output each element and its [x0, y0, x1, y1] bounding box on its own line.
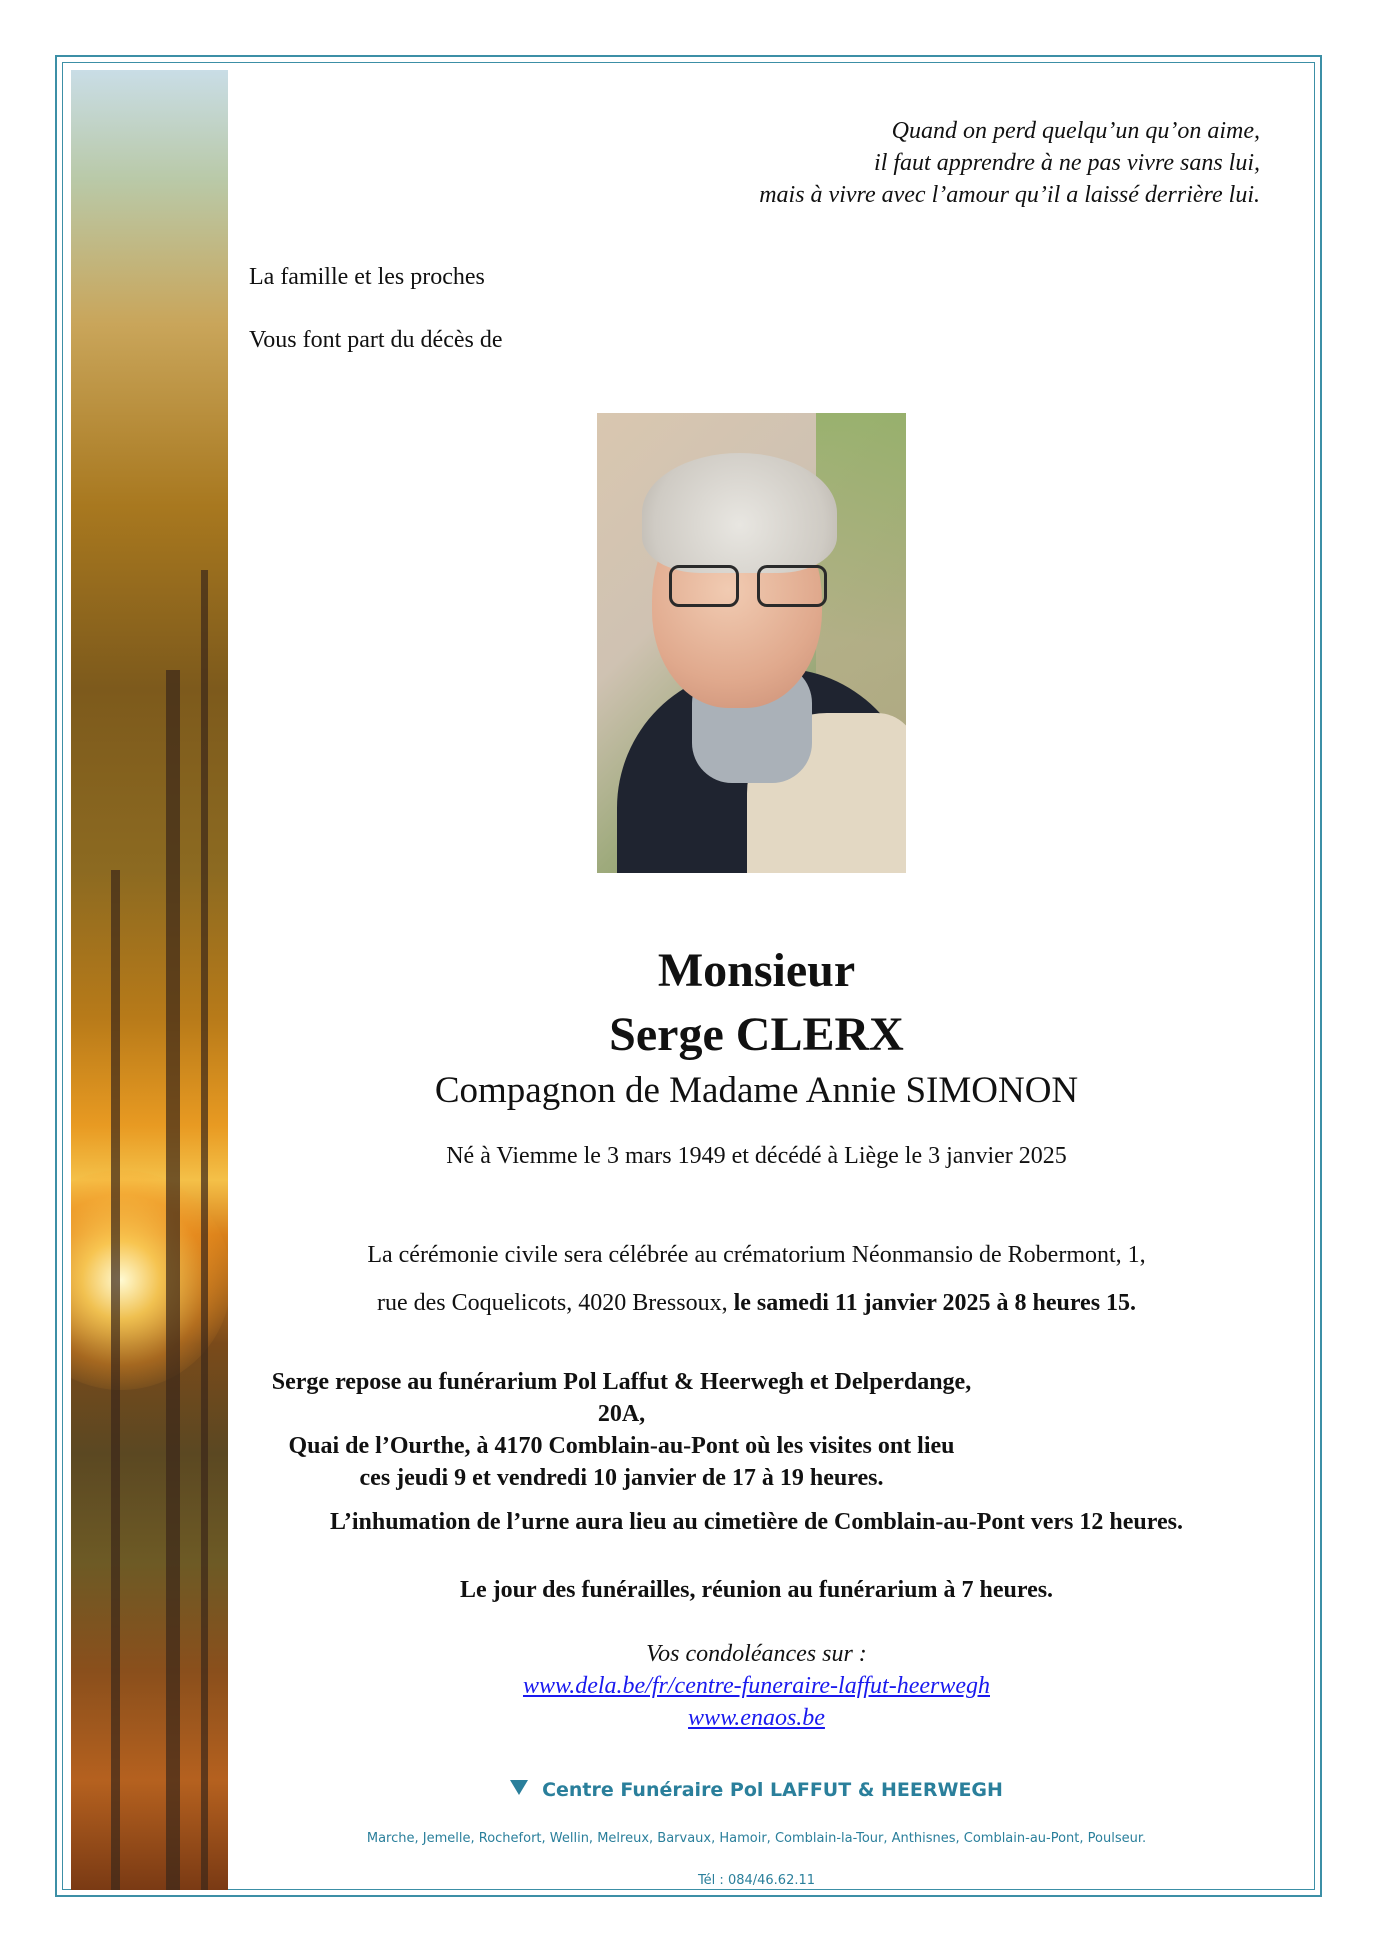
rest-line: Serge repose au funérarium Pol Laffut & Heerwegh et Delperdange, 20A,: [271, 1369, 972, 1427]
autumn-forest-side-image: [71, 70, 228, 1890]
rest-details: [249, 1366, 994, 1494]
condolences-link-dela[interactable]: www.dela.be/fr/centre-funeraire-laffut-heerwegh: [522, 1673, 990, 1699]
birth-death-line: Né à Viemme le 3 mars 1949 et décédé à Liège le 3 janvier 2025: [446, 1143, 1067, 1169]
gathering-info: Le jour des funérailles, réunion au funérarium à 7 heures.: [459, 1577, 1054, 1603]
rest-line: ces jeudi 9 et vendredi 10 janvier de 17 à 19 heures.: [359, 1465, 884, 1491]
photo-hair: [642, 453, 837, 573]
quote-line: mais à vivre avec l’amour qu’il a laissé derrière lui.: [759, 182, 1260, 208]
rest-line: Quai de l’Ourthe, à 4170 Comblain-au-Pont où les visites ont lieu: [288, 1433, 955, 1459]
funeral-home-phone: Tél : 084/46.62.11: [697, 1873, 816, 1888]
ceremony-date: le samedi 11 janvier 2025 à 8 heures 15.: [733, 1290, 1137, 1316]
tree-trunk: [201, 570, 208, 1890]
family-intro: La famille et les proches: [249, 264, 485, 290]
companion-line: Compagnon de Madame Annie SIMONON: [434, 1070, 1079, 1111]
ceremony-address: rue des Coquelicots, 4020 Bressoux,: [376, 1290, 728, 1316]
glasses-lens: [757, 565, 827, 607]
funeral-home-name: [249, 1777, 1264, 1803]
triangle-down-icon: [510, 1780, 528, 1795]
tree-trunk: [166, 670, 180, 1890]
ceremony-line-2: [249, 1279, 1264, 1327]
deceased-title: Monsieur: [657, 944, 856, 997]
deceased-name: Serge CLERX: [609, 1008, 904, 1061]
tree-trunk: [111, 870, 120, 1890]
condolences-label: Vos condoléances sur :: [646, 1641, 867, 1667]
announcement-intro: Vous font part du décès de: [249, 327, 503, 353]
ceremony-line-1: La cérémonie civile sera célébrée au crématorium Néonmansio de Robermont, 1,: [367, 1242, 1146, 1268]
quote-line: Quand on perd quelqu’un qu’on aime,: [891, 118, 1260, 144]
funeral-home-name-text: Centre Funéraire Pol LAFFUT & HEERWEGH: [542, 1779, 1003, 1801]
funeral-home-towns: Marche, Jemelle, Rochefort, Wellin, Melreux, Barvaux, Hamoir, Comblain-la-Tour, Anthisnes, Comblain-au-Pont, Poulseur.: [366, 1831, 1147, 1846]
condolences: [249, 1638, 1264, 1734]
burial-info: L’inhumation de l’urne aura lieu au cimetière de Comblain-au-Pont vers 12 heures.: [330, 1509, 1183, 1535]
photo-glasses: [669, 565, 834, 610]
memorial-quote: [560, 115, 1260, 211]
glasses-lens: [669, 565, 739, 607]
portrait-photo: [597, 413, 906, 873]
condolences-link-enaos[interactable]: www.enaos.be: [688, 1705, 825, 1731]
quote-line: il faut apprendre à ne pas vivre sans lui,: [874, 150, 1260, 176]
ceremony-details: [249, 1231, 1264, 1327]
